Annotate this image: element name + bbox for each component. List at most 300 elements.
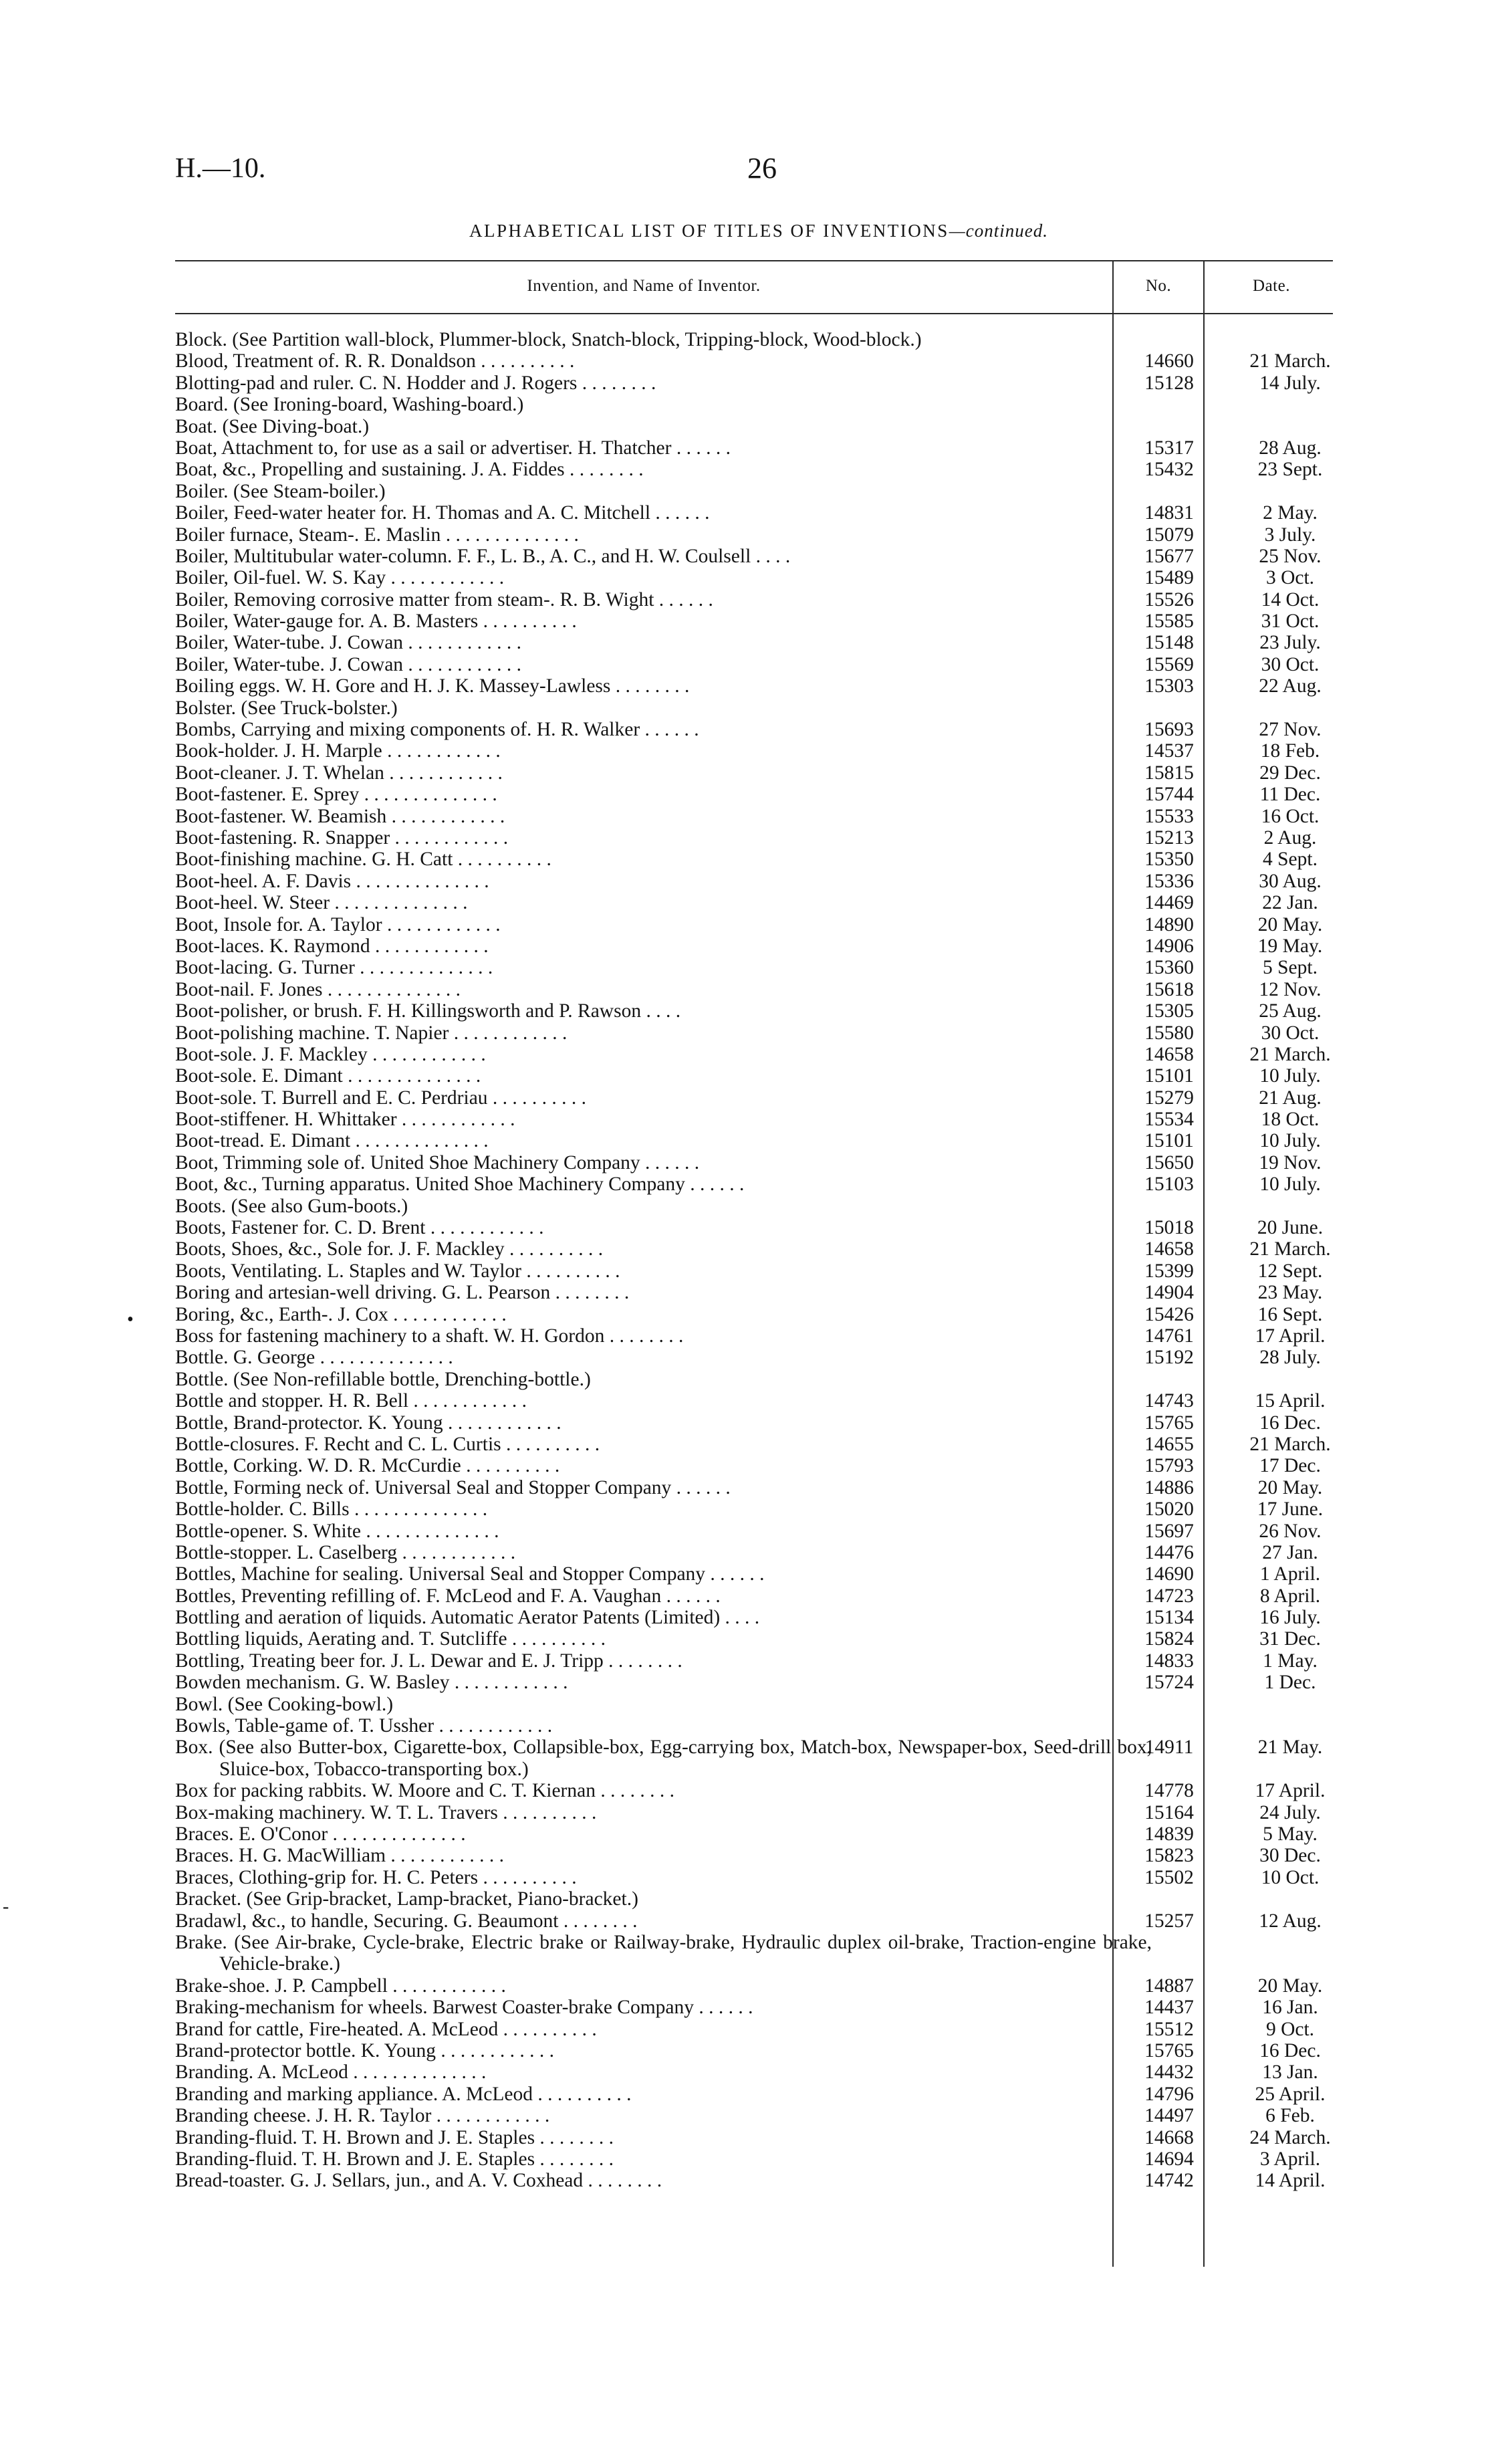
invention-title: Box for packing rabbits. W. Moore and C. T. Kiernan . . . . . . . . [175,1780,674,1802]
patent-date: 21 March. [1249,1433,1331,1455]
invention-title: Bottle. G. George . . . . . . . . . . . . . . [175,1347,453,1369]
table-row [175,827,1352,849]
invention-title: Boot-stiffener. H. Whittaker . . . . . . . . . . . . [175,1109,515,1131]
patent-date: 10 Oct. [1261,1866,1320,1888]
patent-date: 21 March. [1249,1043,1331,1065]
patent-date: 31 Oct. [1261,610,1320,633]
patent-number: 14886 [1144,1476,1194,1498]
table-row [175,1975,1352,1997]
patent-date: 17 June. [1257,1498,1324,1521]
table-row [175,1152,1352,1173]
invention-title: Braces. H. G. MacWilliam . . . . . . . . . . . . [175,1845,505,1867]
patent-number: 15823 [1144,1845,1194,1867]
patent-number: 15148 [1144,632,1194,654]
patent-number: 15103 [1144,1173,1194,1196]
table-row [175,1585,1352,1607]
invention-title: Branding cheese. J. H. R. Taylor . . . . . . . . . . . . [175,2105,550,2127]
invention-list [175,329,1352,2192]
invention-title: Boiler, Water-gauge for. A. B. Masters . . . . . . . . . . [175,610,577,633]
table-row [175,567,1352,588]
patent-date: 17 April. [1255,1325,1326,1347]
table-row [175,1563,1352,1585]
patent-number: 14778 [1144,1780,1194,1802]
table-row [175,1477,1352,1498]
invention-title: Boot-heel. W. Steer . . . . . . . . . . . . . . [175,892,468,914]
table-row [175,1304,1352,1325]
patent-date: 17 April. [1255,1780,1326,1802]
invention-title: Boiler, Oil-fuel. W. S. Kay . . . . . . . . . . . . [175,567,505,589]
patent-date: 1 May. [1263,1650,1318,1672]
table-row [175,1845,1352,1866]
patent-number: 14904 [1144,1282,1194,1304]
margin-tick-mark: - [3,1896,9,1917]
patent-date: 11 Dec. [1259,784,1321,806]
table-row [175,1650,1352,1672]
patent-number: 15128 [1144,372,1194,394]
invention-title: Boat. (See Diving-boat.) [175,415,370,437]
patent-date: 30 Oct. [1261,1022,1320,1044]
table-row [175,1390,1352,1412]
invention-title: Bottles, Machine for sealing. Universal Seal and Stopper Company . . . . . . [175,1563,765,1585]
table-row [175,459,1352,480]
patent-number: 15192 [1144,1347,1194,1369]
patent-number: 15018 [1144,1217,1194,1239]
header-code: H.—10. [175,153,266,184]
table-row [175,935,1352,957]
patent-date: 8 April. [1259,1585,1321,1607]
patent-number: 14655 [1144,1433,1194,1455]
invention-title: Boot, &c., Turning apparatus. United Shoe Machinery Company . . . . . . [175,1173,745,1196]
patent-date: 3 July. [1264,524,1316,546]
invention-title: Bottle-holder. C. Bills . . . . . . . . . . . . . . [175,1498,488,1521]
patent-date: 25 April. [1255,2083,1326,2105]
patent-number: 14658 [1144,1238,1194,1260]
patent-date: 16 Oct. [1261,805,1320,827]
patent-date: 9 Oct. [1265,2018,1315,2040]
patent-number: 14690 [1144,1563,1194,1585]
table-row [175,502,1352,524]
table-row [175,806,1352,827]
patent-date: 21 Aug. [1259,1087,1322,1109]
table-row [175,1910,1352,1932]
patent-date: 27 Nov. [1259,719,1322,741]
table-row [175,481,1352,502]
table-row [175,1065,1352,1087]
invention-title: Braces. E. O'Conor . . . . . . . . . . . . . . [175,1823,466,1845]
table-row [175,1780,1352,1801]
patent-number: 14742 [1144,2170,1194,2192]
invention-title: Boot-sole. E. Dimant . . . . . . . . . . . . . . [175,1065,481,1087]
invention-title: Boots, Shoes, &c., Sole for. J. F. Mackley . . . . . . . . . . [175,1238,604,1260]
patent-number: 15526 [1144,588,1194,610]
table-row [175,372,1352,394]
table-row [175,1369,1352,1390]
table-row [175,1802,1352,1823]
invention-title: Brand for cattle, Fire-heated. A. McLeod . . . . . . . . . . [175,2018,597,2040]
invention-title: Boot, Trimming sole of. United Shoe Machinery Company . . . . . . [175,1151,700,1173]
patent-date: 28 Aug. [1259,437,1322,459]
table-row [175,1694,1352,1715]
table-row [175,1672,1352,1693]
patent-date: 4 Sept. [1263,849,1318,871]
table-row [175,1109,1352,1130]
patent-date: 27 Jan. [1262,1541,1318,1563]
invention-title: Brake-shoe. J. P. Campbell . . . . . . . . . . . . [175,1975,506,1997]
table-row [175,2040,1352,2061]
patent-date: 3 April. [1259,2148,1321,2170]
table-row [175,546,1352,567]
patent-number: 14743 [1144,1390,1194,1412]
patent-date: 23 May. [1257,1282,1323,1304]
patent-number: 15693 [1144,719,1194,741]
invention-title: Boot-heel. A. F. Davis . . . . . . . . . . . . . . [175,870,489,892]
invention-title: Bottle, Corking. W. D. R. McCurdie . . . . . . . . . . [175,1455,560,1477]
patent-number: 15765 [1144,2039,1194,2061]
table-row [175,329,1352,350]
patent-date: 1 Dec. [1264,1672,1316,1694]
table-row [175,740,1352,762]
patent-number: 15101 [1144,1130,1194,1152]
patent-number: 15765 [1144,1412,1194,1434]
patent-date: 20 May. [1257,913,1323,935]
table-row [175,394,1352,415]
invention-title: Boot-sole. T. Burrell and E. C. Perdriau . . . . . . . . . . [175,1087,587,1109]
invention-title: Bottle and stopper. H. R. Bell . . . . . . . . . . . . [175,1390,527,1412]
patent-date: 28 July. [1259,1347,1321,1369]
patent-date: 2 May. [1263,502,1318,524]
invention-title: Boot-laces. K. Raymond . . . . . . . . . . . . [175,935,489,957]
patent-date: 21 May. [1257,1737,1323,1759]
table-row [175,849,1352,870]
table-row [175,719,1352,740]
table-row [175,2084,1352,2105]
table-row [175,1260,1352,1282]
patent-number: 15580 [1144,1022,1194,1044]
patent-number: 15079 [1144,524,1194,546]
invention-title: Bottle-opener. S. White . . . . . . . . . . . . . . [175,1520,499,1542]
patent-date: 30 Dec. [1259,1845,1321,1867]
page-number: 26 [747,152,777,185]
patent-date: 23 July. [1259,632,1321,654]
invention-title: Blotting-pad and ruler. C. N. Hodder and J. Rogers . . . . . . . . [175,372,656,394]
invention-title: Boot-lacing. G. Turner . . . . . . . . . . . . . . [175,957,493,979]
patent-date: 20 May. [1257,1476,1323,1498]
table-row [175,632,1352,653]
table-row [175,1282,1352,1303]
invention-title: Bottle, Forming neck of. Universal Seal and Stopper Company . . . . . . [175,1476,731,1498]
table-row [175,1044,1352,1065]
patent-number: 15502 [1144,1866,1194,1888]
table-row [175,1087,1352,1109]
invention-title: Boots. (See also Gum-boots.) [175,1195,408,1217]
invention-title: Book-holder. J. H. Marple . . . . . . . . . . . . [175,740,501,762]
table-row [175,892,1352,913]
patent-number: 14668 [1144,2126,1194,2148]
table-row [175,1888,1352,1910]
invention-title: Boot-sole. J. F. Mackley . . . . . . . . . . . . [175,1043,486,1065]
invention-title: Boot-polisher, or brush. F. H. Killingsworth and P. Rawson . . . . [175,1000,681,1022]
table-row [175,437,1352,459]
invention-title: Boots, Ventilating. L. Staples and W. Taylor . . . . . . . . . . [175,1260,620,1282]
patent-date: 29 Dec. [1259,762,1321,784]
patent-date: 20 June. [1257,1217,1324,1239]
patent-date: 3 Oct. [1265,567,1315,589]
patent-date: 10 July. [1259,1130,1321,1152]
patent-date: 12 Sept. [1257,1260,1323,1282]
invention-title: Boots, Fastener for. C. D. Brent . . . . . . . . . . . . [175,1217,544,1239]
patent-number: 15134 [1144,1607,1194,1629]
table-row [175,1412,1352,1434]
table-row [175,1867,1352,1888]
patent-number: 15360 [1144,957,1194,979]
patent-number: 15020 [1144,1498,1194,1521]
table-row [175,1217,1352,1238]
patent-date: 14 April. [1255,2170,1326,2192]
patent-number: 15677 [1144,545,1194,567]
patent-date: 26 Nov. [1259,1520,1322,1542]
invention-title: Boot-tread. E. Dimant . . . . . . . . . . . . . . [175,1130,489,1152]
invention-title: Boot-fastener. W. Beamish . . . . . . . . . . . . [175,805,505,827]
table-header-rule [175,313,1333,314]
patent-date: 5 May. [1263,1823,1318,1845]
invention-title: Boiler furnace, Steam-. E. Maslin . . . . . . . . . . . . . . [175,524,579,546]
table-row [175,589,1352,610]
patent-date: 25 Aug. [1259,1000,1322,1022]
patent-date: 19 Nov. [1259,1151,1322,1173]
patent-date: 24 March. [1249,2126,1331,2148]
patent-number: 15815 [1144,762,1194,784]
patent-number: 15432 [1144,459,1194,481]
patent-date: 30 Oct. [1261,653,1320,675]
patent-date: 16 Dec. [1259,2039,1321,2061]
table-row [175,2061,1352,2083]
invention-title: Bowls, Table-game of. T. Ussher . . . . . . . . . . . . [175,1715,553,1737]
patent-date: 16 July. [1259,1607,1321,1629]
invention-title: Boot-fastener. E. Sprey . . . . . . . . . . . . . . [175,784,497,806]
patent-date: 12 Nov. [1259,978,1322,1000]
patent-number: 14437 [1144,1997,1194,2019]
invention-title: Branding-fluid. T. H. Brown and J. E. Staples . . . . . . . . [175,2126,614,2148]
invention-title: Box-making machinery. W. T. L. Travers . . . . . . . . . . [175,1801,597,1823]
patent-number: 15512 [1144,2018,1194,2040]
patent-date: 2 Aug. [1263,827,1317,849]
patent-number: 14839 [1144,1823,1194,1845]
table-row [175,1238,1352,1260]
invention-title: Boot-finishing machine. G. H. Catt . . . . . . . . . . [175,849,551,871]
invention-title: Bracket. (See Grip-bracket, Lamp-bracket, Piano-bracket.) [175,1888,638,1910]
patent-number: 15744 [1144,784,1194,806]
margin-tick-mark: • [127,1309,134,1330]
invention-title: Bowden mechanism. G. W. Basley . . . . . . . . . . . . [175,1672,568,1694]
table-row [175,957,1352,978]
invention-title: Bottle, Brand-protector. K. Young . . . . . . . . . . . . [175,1412,562,1434]
patent-date: 20 May. [1257,1975,1323,1997]
invention-title: Bombs, Carrying and mixing components of. H. R. Walker . . . . . . [175,719,699,741]
invention-title: Blood, Treatment of. R. R. Donaldson . . . . . . . . . . [175,350,575,372]
patent-number: 15164 [1144,1801,1194,1823]
patent-date: 6 Feb. [1265,2105,1315,2127]
invention-title: Boot-polishing machine. T. Napier . . . . . . . . . . . . [175,1022,568,1044]
table-row [175,1521,1352,1542]
invention-title: Boss for fastening machinery to a shaft. W. H. Gordon . . . . . . . . [175,1325,684,1347]
patent-date: 12 Aug. [1259,1910,1322,1932]
invention-title: Boot, Insole for. A. Taylor . . . . . . . . . . . . [175,913,501,935]
patent-number: 15305 [1144,1000,1194,1022]
invention-title: Block. (See Partition wall-block, Plummer-block, Snatch-block, Tripping-block, Wood-block.) [175,329,922,350]
invention-title: Bolster. (See Truck-bolster.) [175,697,398,719]
patent-date: 30 Aug. [1259,870,1322,892]
patent-number: 14723 [1144,1585,1194,1607]
table-row [175,697,1352,719]
patent-date: 18 Feb. [1260,740,1320,762]
invention-title: Boot-nail. F. Jones . . . . . . . . . . . . . . [175,978,461,1000]
invention-title: Box. (See also Butter-box, Cigarette-box, Collapsible-box, Egg-carrying box, Match-box, Newspaper-box, Seed-drill box, Sluice-box, Tobacco-transporting box.) [175,1737,1152,1780]
invention-title: Bottle-closures. F. Recht and C. L. Curtis . . . . . . . . . . [175,1433,600,1455]
invention-title: Boiler, Water-tube. J. Cowan . . . . . . . . . . . . [175,632,522,654]
table-row [175,1325,1352,1347]
patent-number: 14911 [1144,1737,1194,1759]
table-top-rule [175,260,1333,261]
table-row [175,1196,1352,1217]
invention-title: Boiler, Multitubular water-column. F. F., L. B., A. C., and H. W. Coulsell . . . . [175,545,791,567]
patent-date: 24 July. [1259,1801,1321,1823]
patent-number: 14432 [1144,2061,1194,2084]
table-row [175,675,1352,697]
patent-date: 16 Jan. [1262,1997,1318,2019]
table-row [175,762,1352,784]
table-row [175,871,1352,892]
table-row [175,784,1352,805]
patent-date: 10 July. [1259,1173,1321,1196]
table-row [175,654,1352,675]
patent-number: 15213 [1144,827,1194,849]
table-row [175,1347,1352,1368]
patent-number: 15257 [1144,1910,1194,1932]
patent-number: 14906 [1144,935,1194,957]
column-header-no: No. [1145,277,1172,295]
table-row [175,1173,1352,1195]
patent-date: 13 Jan. [1262,2061,1318,2084]
table-row [175,524,1352,546]
table-row [175,1000,1352,1022]
invention-title: Bowl. (See Cooking-bowl.) [175,1693,394,1715]
column-header-invention: Invention, and Name of Inventor. [527,277,761,295]
patent-number: 14660 [1144,350,1194,372]
table-row [175,2170,1352,2191]
table-row [175,610,1352,632]
table-row [175,1022,1352,1044]
patent-number: 15303 [1144,675,1194,697]
patent-number: 15650 [1144,1151,1194,1173]
patent-number: 15336 [1144,870,1194,892]
table-row [175,1130,1352,1151]
title-main: ALPHABETICAL LIST OF TITLES OF INVENTIONS [469,221,949,241]
patent-date: 16 Sept. [1257,1303,1323,1325]
patent-date: 18 Oct. [1261,1109,1320,1131]
invention-title: Bradawl, &c., to handle, Securing. G. Beaumont . . . . . . . . [175,1910,638,1932]
patent-number: 15317 [1144,437,1194,459]
patent-number: 15101 [1144,1065,1194,1087]
table-row [175,350,1352,372]
patent-number: 15824 [1144,1628,1194,1650]
table-row [175,1498,1352,1520]
patent-number: 14796 [1144,2083,1194,2105]
invention-title: Braces, Clothing-grip for. H. C. Peters . . . . . . . . . . [175,1866,577,1888]
patent-date: 31 Dec. [1259,1628,1321,1650]
table-row [175,1997,1352,2018]
patent-number: 14833 [1144,1650,1194,1672]
patent-number: 14890 [1144,913,1194,935]
invention-title: Bottle-stopper. L. Caselberg . . . . . . . . . . . . [175,1541,516,1563]
table-row [175,1823,1352,1845]
invention-title: Boiling eggs. W. H. Gore and H. J. K. Massey-Lawless . . . . . . . . [175,675,690,697]
patent-number: 15585 [1144,610,1194,633]
patent-date: 15 April. [1255,1390,1326,1412]
invention-title: Boot-fastening. R. Snapper . . . . . . . . . . . . [175,827,509,849]
table-row [175,2127,1352,2148]
patent-date: 21 March. [1249,350,1331,372]
patent-date: 17 Dec. [1259,1455,1321,1477]
invention-title: Bottling, Treating beer for. J. L. Dewar and E. J. Tripp . . . . . . . . [175,1650,682,1672]
patent-number: 15399 [1144,1260,1194,1282]
table-row [175,1932,1352,1975]
invention-title: Branding and marking appliance. A. McLeod . . . . . . . . . . [175,2083,632,2105]
table-row [175,914,1352,935]
patent-number: 14694 [1144,2148,1194,2170]
title-suffix: —continued. [949,221,1048,241]
patent-date: 10 July. [1259,1065,1321,1087]
patent-number: 14476 [1144,1541,1194,1563]
invention-title: Brake. (See Air-brake, Cycle-brake, Electric brake or Railway-brake, Hydraulic duplex oil-brake, Traction-engine brake, Vehicle-brake.) [175,1931,1152,1975]
invention-title: Bottle. (See Non-refillable bottle, Drenching-bottle.) [175,1368,591,1390]
invention-title: Boring, &c., Earth-. J. Cox . . . . . . . . . . . . [175,1303,507,1325]
patent-number: 14658 [1144,1043,1194,1065]
patent-number: 15697 [1144,1520,1194,1542]
invention-title: Boiler, Feed-water heater for. H. Thomas and A. C. Mitchell . . . . . . [175,502,710,524]
table-row [175,1628,1352,1650]
table-row [175,2148,1352,2170]
page-title [175,221,1342,241]
invention-title: Boiler. (See Steam-boiler.) [175,480,386,502]
patent-date: 25 Nov. [1259,545,1322,567]
table-row [175,1737,1352,1780]
invention-title: Boat, &c., Propelling and sustaining. J. A. Fiddes . . . . . . . . [175,459,644,481]
invention-title: Board. (See Ironing-board, Washing-board.) [175,394,524,416]
table-row [175,416,1352,437]
table-row [175,1455,1352,1476]
invention-title: Bottling liquids, Aerating and. T. Sutcliffe . . . . . . . . . . [175,1628,606,1650]
invention-title: Boiler, Water-tube. J. Cowan . . . . . . . . . . . . [175,653,522,675]
patent-date: 22 Aug. [1259,675,1322,697]
patent-number: 15793 [1144,1455,1194,1477]
patent-date: 23 Sept. [1257,459,1323,481]
invention-title: Boot-cleaner. J. T. Whelan . . . . . . . . . . . . [175,762,503,784]
patent-number: 14497 [1144,2105,1194,2127]
patent-date: 14 Oct. [1261,588,1320,610]
patent-number: 15489 [1144,567,1194,589]
patent-number: 15618 [1144,978,1194,1000]
patent-date: 1 April. [1259,1563,1321,1585]
invention-title: Boiler, Removing corrosive matter from steam-. R. B. Wight . . . . . . [175,588,713,610]
patent-number: 14469 [1144,892,1194,914]
patent-date: 5 Sept. [1263,957,1318,979]
table-row [175,2105,1352,2126]
invention-title: Bottles, Preventing refilling of. F. McLeod and F. A. Vaughan . . . . . . [175,1585,721,1607]
table-row [175,2019,1352,2040]
invention-title: Brand-protector bottle. K. Young . . . . . . . . . . . . [175,2039,555,2061]
table-row [175,1542,1352,1563]
invention-title: Braking-mechanism for wheels. Barwest Coaster-brake Company . . . . . . [175,1997,753,2019]
